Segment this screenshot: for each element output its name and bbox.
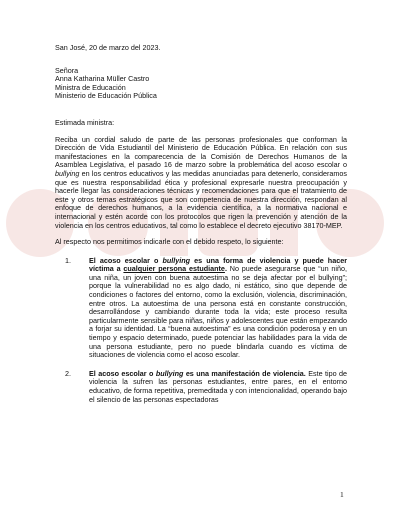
point-heading-italic: bullying	[155, 368, 184, 378]
intro-text-a: Reciba un cordial saludo de parte de las personas profesionales que conforman la Dirección de Vida Estudiantil del Ministerio de Educación Pública. En relación con sus manifestaciones en la comparecencia de la Comisión de Derechos Humanos de la Asamblea Legislativa, el pasado 16 de marzo sobre la problemática del acoso escolar o	[55, 134, 347, 170]
recipient-salutation: Señora	[55, 65, 79, 75]
point-item-1	[55, 257, 347, 360]
recipient-block	[55, 67, 347, 101]
point-text: Este tipo de violencia la sufren las personas estudiantes, entre pares, en el entorno educativo, de forma repetitiva, premeditada y con intencionalidad, operando bajo el silencio de las personas espectadoras	[89, 368, 347, 404]
point-heading-a: El acoso escolar o	[89, 368, 156, 378]
point-heading-b: es una forma de violencia y puede hacer víctima a	[89, 255, 347, 274]
recipient-org: Ministerio de Educación Pública	[55, 91, 157, 101]
point-number: 1.	[65, 255, 71, 265]
point-number: 2.	[65, 368, 71, 378]
recipient-name: Anna Katharina Müller Castro	[55, 74, 150, 84]
point-heading-c: .	[224, 264, 227, 274]
intro-bullying: bullying	[55, 168, 80, 178]
point-heading-a: El acoso escolar o	[89, 255, 163, 265]
points-list	[55, 257, 347, 405]
place-date: San José, 20 de marzo del 2023.	[55, 43, 161, 52]
point-text: No puede asegurarse que “un niño, una niña, un joven con buena autoestima no se deja afectar por el bullying”; porque la vulnerabilidad no es algo dado, ni estático, sino que depende de condiciones o factores del entorno, como la exclusión, violencia, discriminación, entre otros. La autoestima de una persona está en constante construcción, desarrollándose y cambiando durante toda la vida; este proceso resulta particularmente sensible para niñas, niños y adolescentes que están empezando a forjar su identidad. La “buena autoestima” es una condición poderosa y en un tiempo y espacio determinado, puede potenciar las habilidades para la vida de una persona estudiante, pero no puede blindarla cuando es víctima de situaciones de violencia como el acoso escolar.	[89, 264, 347, 360]
page-number: 1	[340, 490, 344, 499]
letter-body	[55, 44, 347, 414]
respect-line: Al respecto nos permitimos indicarle con el debido respeto, lo siguiente:	[55, 237, 284, 247]
greeting: Estimada ministra:	[55, 117, 115, 127]
point-item-2	[55, 370, 347, 404]
point-heading-italic: bullying	[162, 255, 191, 265]
point-heading-underline: cualquier persona estudiante	[123, 264, 225, 274]
intro-paragraph	[55, 136, 347, 231]
intro-text-b: en los centros educativos y las medidas anunciadas para detenerlo, consideramos que es nuestra responsabilidad ética y profesional expresarle nuestra preocupación y hacerle llegar las consideraciones técnicas y recomendaciones para que el tratamiento de este y otros temas estratégicos que son competencia de nuestra dirección, respondan al enfoque de derechos humanos, a la evidencia científica, a la normativa nacional e internacional y estén acorde con los protocolos que rigen la prevención y atención de la violencia en los centros educativos, tal como lo establece el decreto ejecutivo 38170-MEP.	[55, 168, 347, 230]
point-heading-b: es una manifestación de violencia.	[183, 368, 306, 378]
recipient-role: Ministra de Educación	[55, 82, 126, 92]
